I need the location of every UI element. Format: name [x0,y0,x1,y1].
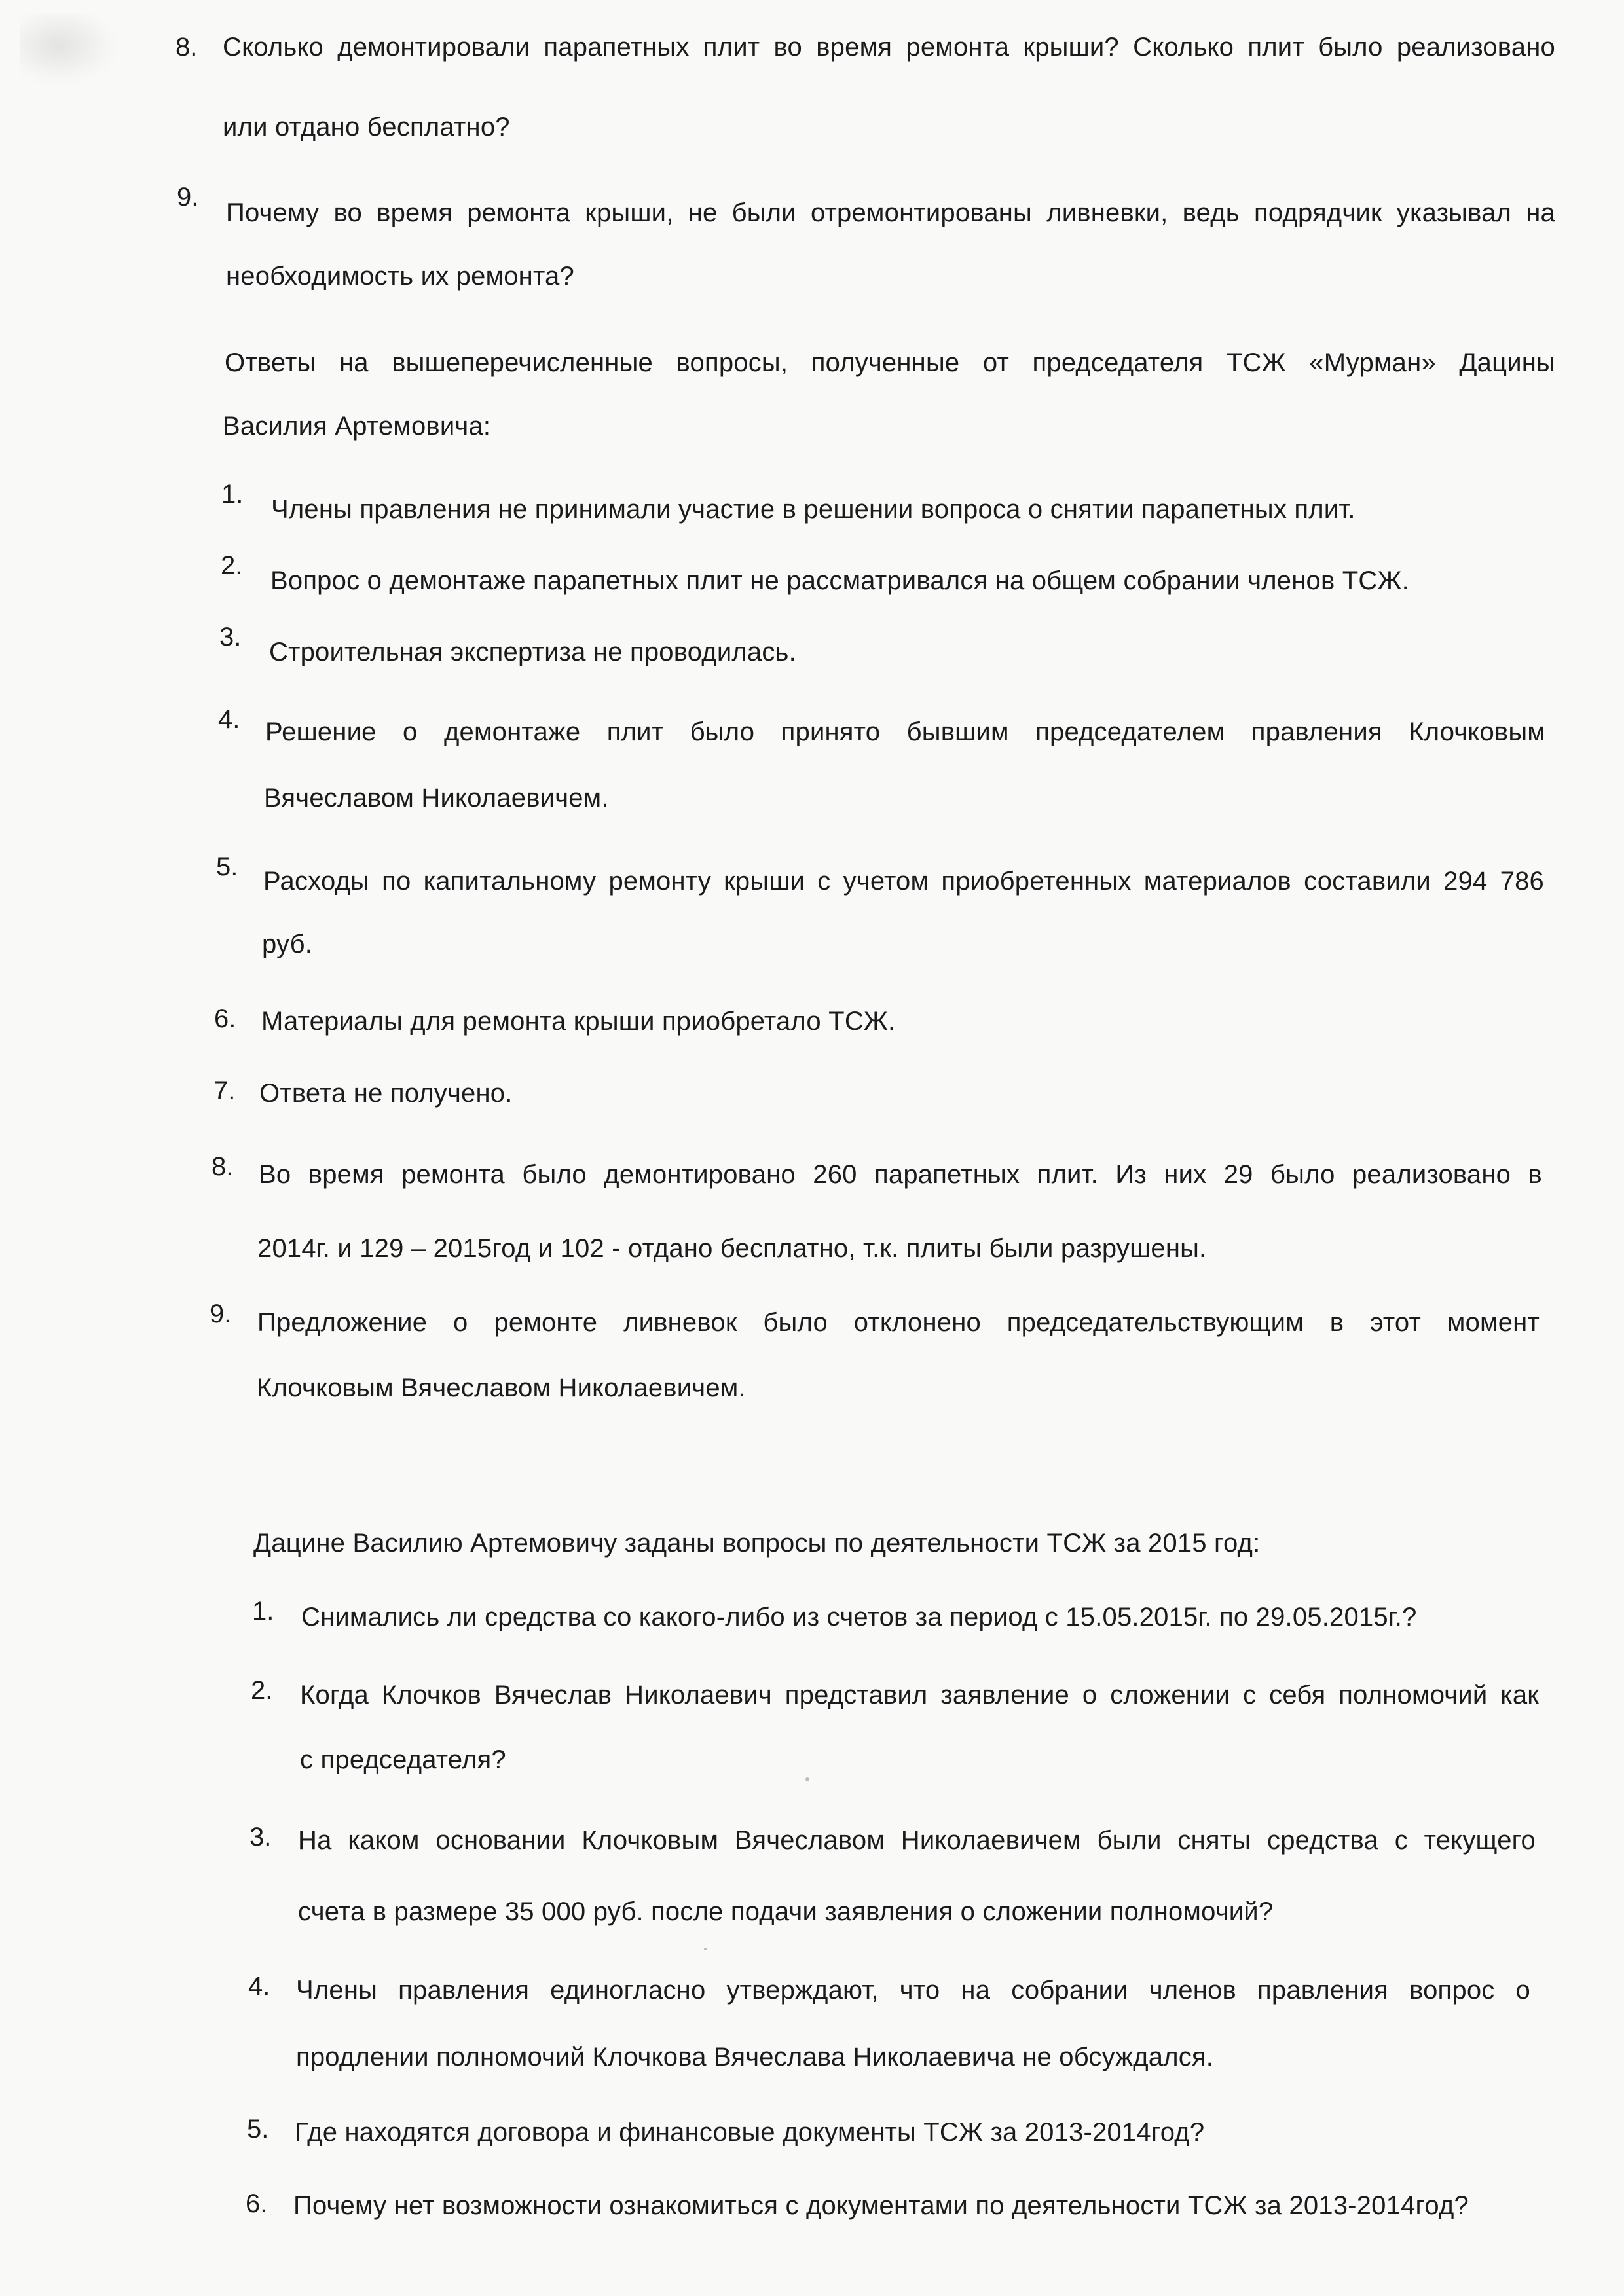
list-number: 7. [213,1076,236,1105]
questions-intro: Дацине Василию Артемовичу заданы вопросы по деятельности ТСЖ за 2015 год: [253,1529,1261,1558]
question-item: Где находятся договора и финансовые документы ТСЖ за 2013-2014год? [295,2118,1205,2147]
answer-item: Расходы по капитальному ремонту крыши с учетом приобретенных материалов составили 294 786 [263,867,1544,896]
scan-smudge [20,13,118,85]
answer-item: Решение о демонтаже плит было принято бывшим председателем правления Клочковым [265,718,1545,746]
list-number: 5. [216,852,238,881]
answer-item: Члены правления не принимали участие в решении вопроса о снятии парапетных плит. [271,495,1356,524]
question-item: На каком основании Клочковым Вячеславом Николаевичем были сняты средства с текущего [298,1826,1536,1855]
answer-item: Во время ремонта было демонтировано 260 парапетных плит. Из них 29 было реализовано в [259,1160,1542,1189]
list-item-line: или отдано бесплатно? [223,113,510,141]
list-number: 3. [249,1823,272,1851]
answers-intro-line: Василия Артемовича: [223,412,491,441]
question-item-line: с председателя? [300,1745,506,1774]
question-item: Снимались ли средства со какого-либо из счетов за период с 15.05.2015г. по 29.05.2015г.? [301,1603,1417,1631]
list-number: 2. [221,551,243,580]
question-item-line: счета в размере 35 000 руб. после подачи заявления о сложении полномочий? [298,1897,1274,1926]
question-item-line: продлении полномочий Клочкова Вячеслава Николаевича не обсуждался. [296,2043,1214,2071]
answer-item: Предложение о ремонте ливневок было отклонено председательствующим в этот момент [257,1308,1540,1337]
question-item: Члены правления единогласно утверждают, что на собрании членов правления вопрос о [296,1976,1530,2005]
list-number: 8. [212,1152,234,1181]
list-number: 8. [175,33,198,62]
list-number: 1. [221,480,244,509]
list-number: 5. [247,2115,269,2143]
list-item-line: Почему во время ремонта крыши, не были отремонтированы ливневки, ведь подрядчик указывал на [226,198,1555,227]
list-number: 6. [214,1004,236,1033]
answer-item-line: Клочковым Вячеславом Николаевичем. [257,1374,746,1402]
answer-item: Вопрос о демонтаже парапетных плит не рассматривался на общем собрании членов ТСЖ. [270,566,1409,595]
answer-item-line: 2014г. и 129 – 2015год и 102 - отдано бесплатно, т.к. плиты были разрушены. [257,1234,1207,1263]
list-number: 9. [210,1300,232,1328]
list-number: 2. [251,1676,273,1705]
list-number: 9. [177,183,199,211]
list-number: 4. [218,705,240,734]
answer-item-line: руб. [262,930,313,958]
list-number: 6. [246,2189,268,2218]
answer-item: Ответа не получено. [259,1079,513,1108]
list-number: 4. [248,1972,270,2001]
list-item-line: Сколько демонтировали парапетных плит во время ремонта крыши? Сколько плит было реализовано [223,33,1555,62]
scan-speck [704,1948,707,1950]
answer-item: Материалы для ремонта крыши приобретало ТСЖ. [261,1007,896,1036]
answer-item-line: Вячеславом Николаевичем. [264,784,609,812]
answer-item: Строительная экспертиза не проводилась. [269,638,796,666]
question-item: Когда Клочков Вячеслав Николаевич представил заявление о сложении с себя полномочий как [300,1681,1539,1709]
list-number: 1. [252,1597,274,1626]
scan-speck [805,1777,809,1781]
answers-intro-line: Ответы на вышеперечисленные вопросы, полученные от председателя ТСЖ «Мурман» Дацины [225,348,1555,377]
list-number: 3. [219,623,242,651]
question-item: Почему нет возможности ознакомиться с документами по деятельности ТСЖ за 2013-2014год? [293,2191,1469,2220]
list-item-line: необходимость их ремонта? [226,262,574,291]
